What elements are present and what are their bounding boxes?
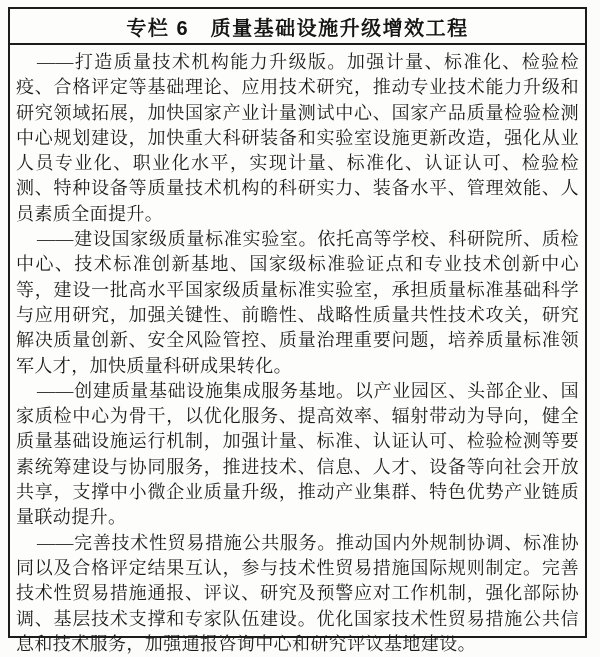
body-paragraph-4: ——完善技术性贸易措施公共服务。推动国内外规制协调、标准协同以及合格评定结果互认，参与技术性贸易措施国际规则制定。完善技术性贸易措施通报、评议、研究及预警应对工作机制，强化部际协调、基层技术支撑和专家队伍建设。优化国家技术性贸易措施公共信息和技术服务，加强通报咨询中心和研究评议基地建设。 bbox=[16, 532, 579, 654]
body-paragraph-3: ——创建质量基础设施集成服务基地。以产业园区、头部企业、国家质检中心为骨干，以优化服务、提高效率、辐射带动为导向，健全质量基础设施运行机制，加强计量、标准、认证认可、检验检测等要素统筹建设与协同服务，推进技术、信息、人才、设备等向社会开放共享，支撑中小微企业质量升级，推动产业集群、特色优势产业链质量联动提升。 bbox=[16, 380, 579, 528]
column-body bbox=[10, 45, 585, 657]
column-title-bar bbox=[10, 9, 585, 45]
body-paragraph-1: ——打造质量技术机构能力升级版。加强计量、标准化、检验检疫、合格评定等基础理论、应用技术研究，推动专业技术能力升级和研究领域拓展，加快国家产业计量测试中心、国家产品质量检验检测中心规划建设，加快重大科研装备和实验室设施更新改造，强化从业人员专业化、职业化水平，实现计量、标准化、认证认可、检验检测、特种设备等质量技术机构的科研实力、装备水平、管理效能、人员素质全面提升。 bbox=[16, 52, 579, 224]
column-title: 专栏 6 质量基础设施升级增效工程 bbox=[126, 17, 469, 40]
body-paragraph-2: ——建设国家级质量标准实验室。依托高等学校、科研院所、质检中心、技术标准创新基地、国家级标准验证点和专业技术创新中心等，建设一批高水平国家级质量标准实验室，承担质量标准基础科学与应用研究，加强关键性、前瞻性、战略性质量共性技术攻关，研究解决质量创新、安全风险管控、质量治理重要问题，培养质量标准领军人才，加快质量科研成果转化。 bbox=[16, 229, 579, 376]
column-box-frame bbox=[8, 7, 587, 654]
